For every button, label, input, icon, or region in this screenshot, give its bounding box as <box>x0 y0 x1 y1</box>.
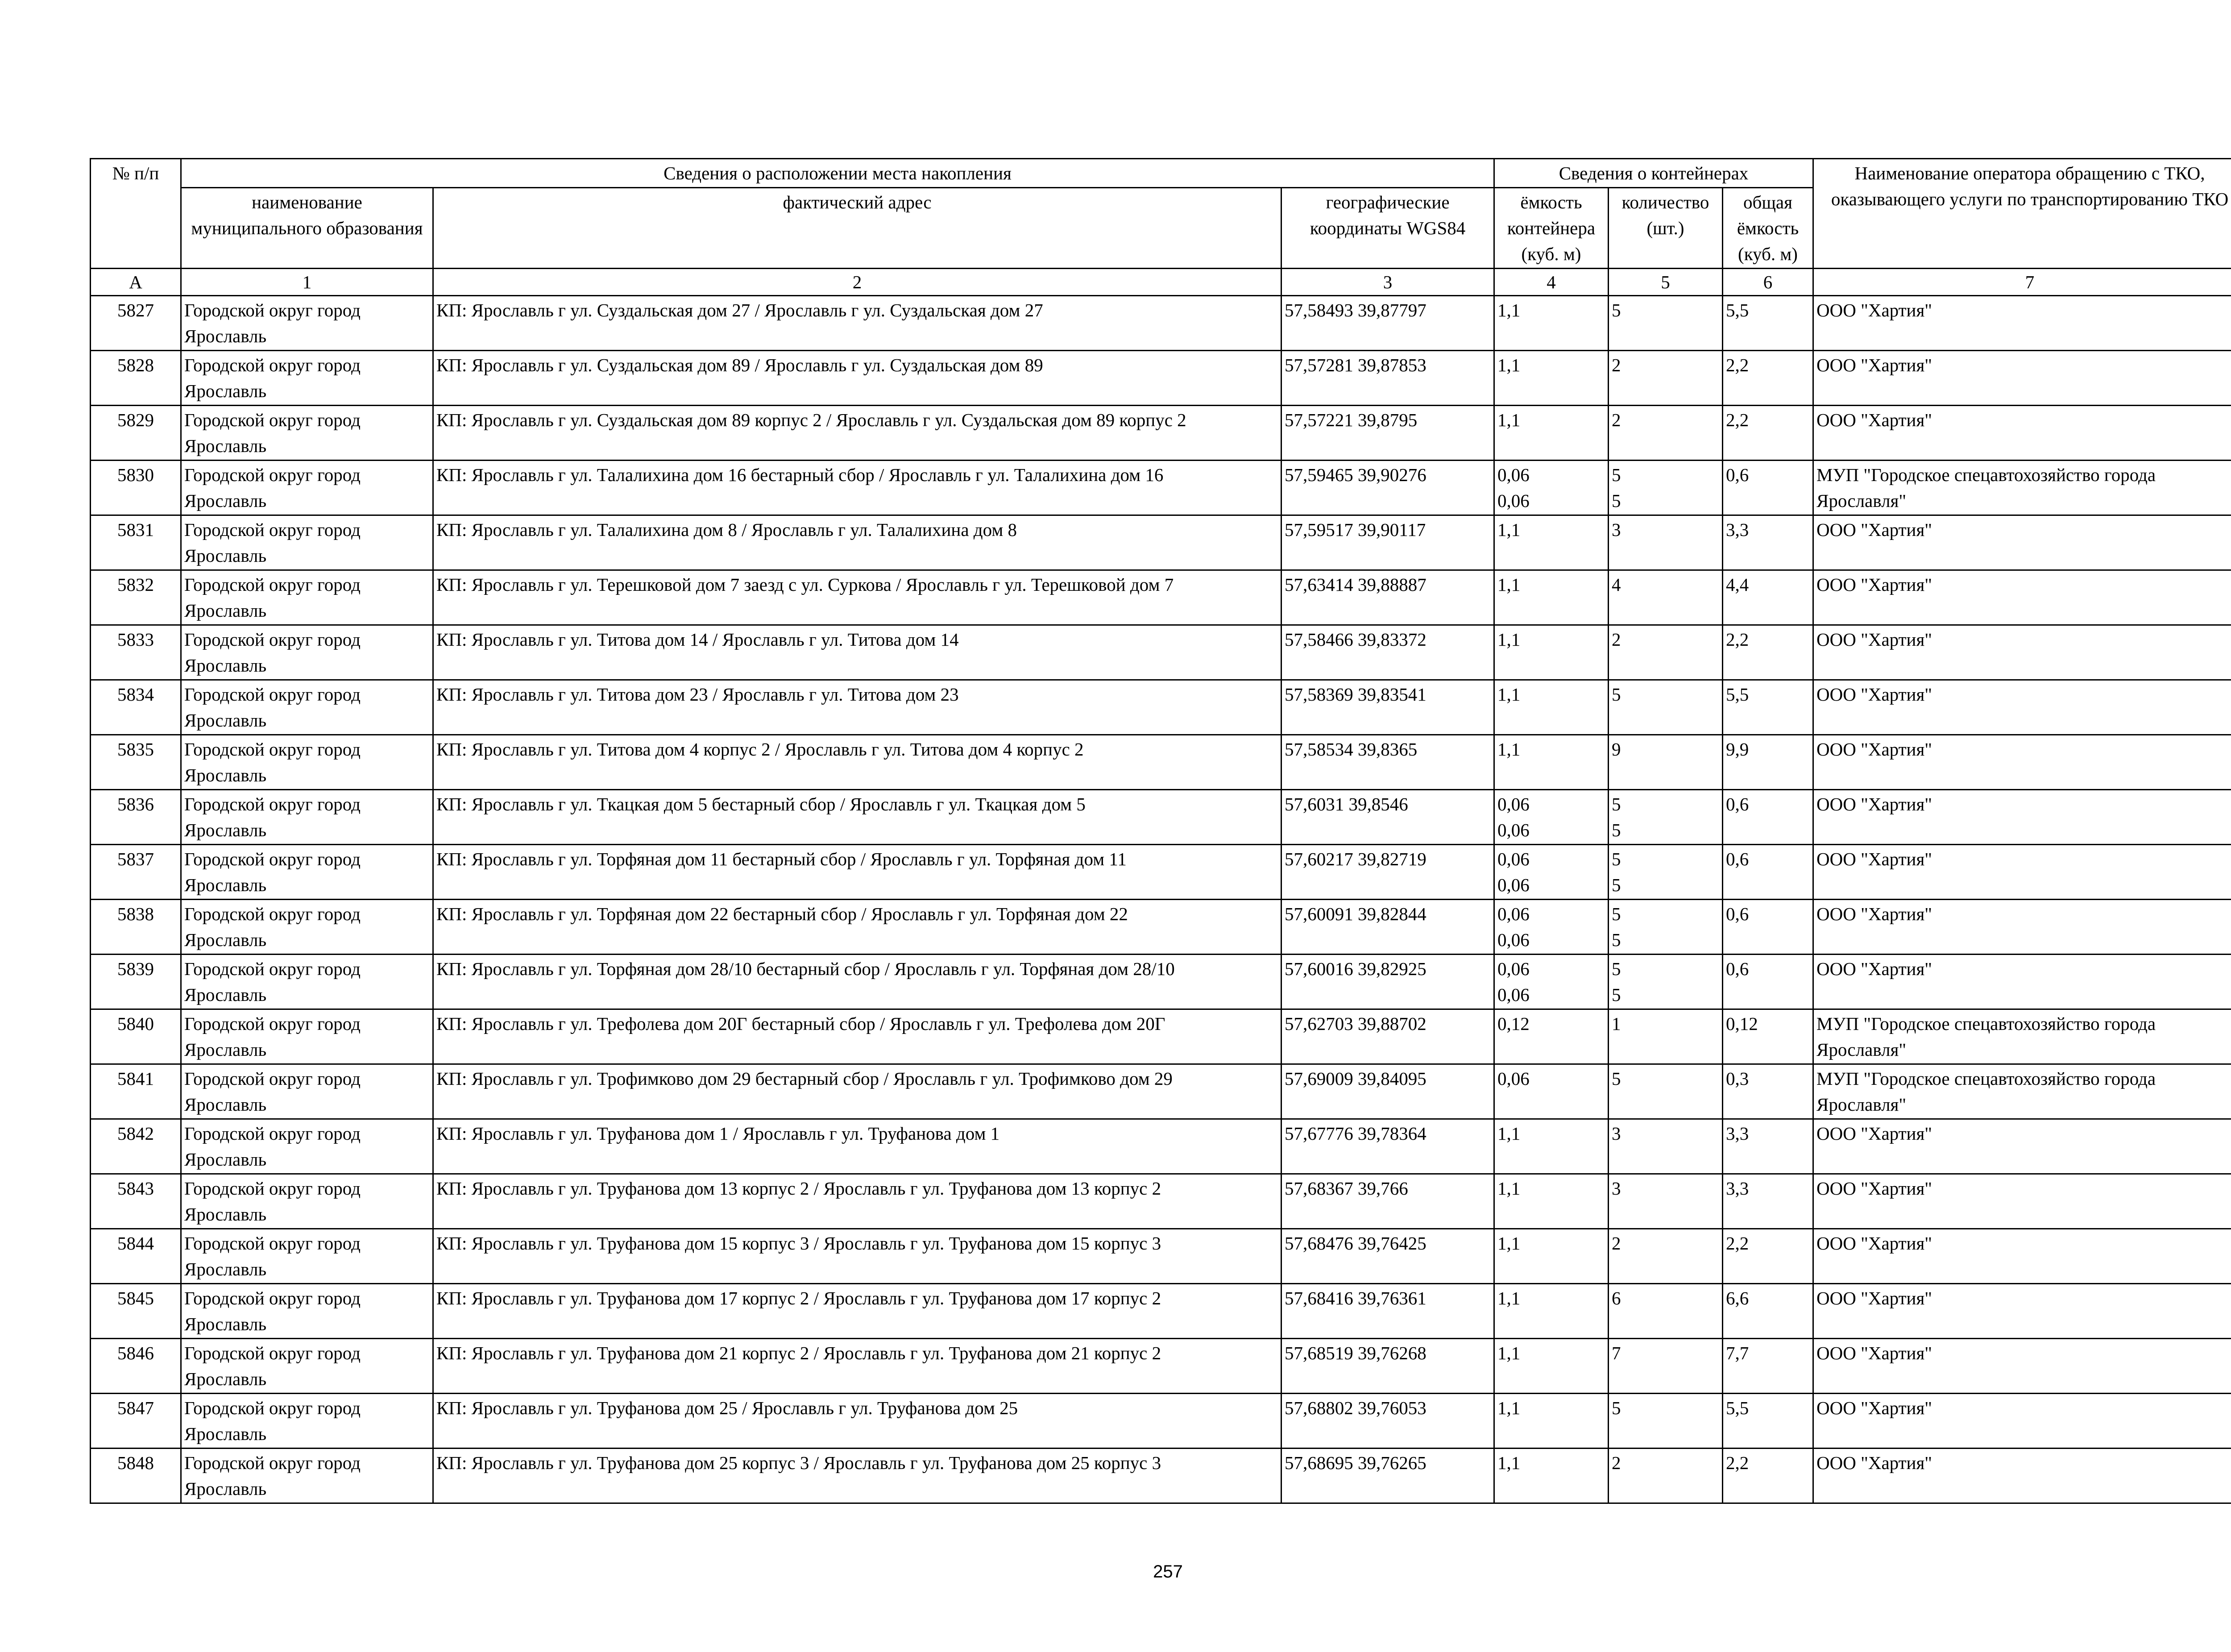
cell-address: КП: Ярославль г ул. Труфанова дом 17 корпус 2 / Ярославль г ул. Труфанова дом 17 корпус 2 <box>433 1284 1281 1339</box>
header-total: общая ёмкость (куб. м) <box>1723 188 1813 269</box>
header-municipality: наименование муниципального образования <box>181 188 433 269</box>
cell-coordinates: 57,68367 39,766 <box>1281 1174 1494 1229</box>
cell-municipality: Городской округ город Ярославль <box>181 461 433 515</box>
cell-operator: ООО "Хартия" <box>1813 790 2231 845</box>
cell-operator: ООО "Хартия" <box>1813 955 2231 1009</box>
cell-municipality: Городской округ город Ярославль <box>181 1064 433 1119</box>
cell-container-count: 5 <box>1609 1394 1723 1449</box>
cell-address: КП: Ярославль г ул. Суздальская дом 27 / Ярославль г ул. Суздальская дом 27 <box>433 296 1281 351</box>
cell-total-capacity: 5,5 <box>1723 296 1813 351</box>
cell-municipality: Городской округ город Ярославль <box>181 1229 433 1284</box>
cell-container-count-line: 5 <box>1612 794 1621 814</box>
cell-total-capacity: 2,2 <box>1723 1449 1813 1503</box>
cell-container-capacity: 1,1 <box>1494 570 1609 625</box>
cell-row-number: 5830 <box>91 461 181 515</box>
cell-coordinates: 57,58534 39,8365 <box>1281 735 1494 790</box>
cell-row-number: 5845 <box>91 1284 181 1339</box>
table-row <box>91 1284 2231 1339</box>
cell-container-capacity: 1,1 <box>1494 1174 1609 1229</box>
cell-container-capacity: 1,1 <box>1494 680 1609 735</box>
cell-total-capacity: 3,3 <box>1723 515 1813 570</box>
cell-total-capacity: 2,2 <box>1723 625 1813 680</box>
cell-row-number: 5842 <box>91 1119 181 1174</box>
cell-operator: ООО "Хартия" <box>1813 570 2231 625</box>
table-row <box>91 1119 2231 1174</box>
cell-row-number: 5833 <box>91 625 181 680</box>
cell-address: КП: Ярославль г ул. Труфанова дом 1 / Ярославль г ул. Труфанова дом 1 <box>433 1119 1281 1174</box>
cell-total-capacity: 0,6 <box>1723 955 1813 1009</box>
cell-container-capacity-line: 0,06 <box>1497 930 1530 950</box>
cell-municipality: Городской округ город Ярославль <box>181 1394 433 1449</box>
cell-address: КП: Ярославль г ул. Торфяная дом 22 бестарный сбор / Ярославль г ул. Торфяная дом 22 <box>433 900 1281 955</box>
cell-total-capacity: 0,3 <box>1723 1064 1813 1119</box>
cell-coordinates: 57,59465 39,90276 <box>1281 461 1494 515</box>
cell-operator: ООО "Хартия" <box>1813 900 2231 955</box>
cell-container-count-line: 5 <box>1612 984 1621 1005</box>
cell-address: КП: Ярославль г ул. Труфанова дом 21 корпус 2 / Ярославль г ул. Труфанова дом 21 корпус 2 <box>433 1339 1281 1394</box>
table-row <box>91 790 2231 845</box>
cell-container-count: 7 <box>1609 1339 1723 1394</box>
cell-container-count-line: 5 <box>1612 904 1621 924</box>
cell-operator: ООО "Хартия" <box>1813 1229 2231 1284</box>
cell-container-capacity-line: 0,06 <box>1497 490 1530 511</box>
cell-container-capacity: 1,1 <box>1494 1284 1609 1339</box>
cell-operator: ООО "Хартия" <box>1813 1339 2231 1394</box>
cell-row-number: 5836 <box>91 790 181 845</box>
cell-operator: ООО "Хартия" <box>1813 845 2231 900</box>
cell-total-capacity: 6,6 <box>1723 1284 1813 1339</box>
cell-total-capacity: 0,6 <box>1723 461 1813 515</box>
table-row <box>91 625 2231 680</box>
cell-municipality: Городской округ город Ярославль <box>181 1174 433 1229</box>
cell-municipality: Городской округ город Ярославль <box>181 955 433 1009</box>
header-count: количество (шт.) <box>1609 188 1723 269</box>
header-group-containers: Сведения о контейнерах <box>1494 159 1813 188</box>
cell-address: КП: Ярославль г ул. Ткацкая дом 5 бестарный сбор / Ярославль г ул. Ткацкая дом 5 <box>433 790 1281 845</box>
cell-total-capacity: 5,5 <box>1723 1394 1813 1449</box>
cell-address: КП: Ярославль г ул. Талалихина дом 16 бестарный сбор / Ярославль г ул. Талалихина дом 16 <box>433 461 1281 515</box>
index-cell: 3 <box>1281 269 1494 296</box>
table-row <box>91 680 2231 735</box>
cell-municipality: Городской округ город Ярославль <box>181 351 433 406</box>
cell-operator: МУП "Городское спецавтохозяйство города Ярославля" <box>1813 1064 2231 1119</box>
cell-operator: ООО "Хартия" <box>1813 625 2231 680</box>
cell-total-capacity: 2,2 <box>1723 1229 1813 1284</box>
cell-container-count: 9 <box>1609 735 1723 790</box>
header-capacity: ёмкость контейнера (куб. м) <box>1494 188 1609 269</box>
cell-container-count: 2 <box>1609 406 1723 461</box>
cell-row-number: 5839 <box>91 955 181 1009</box>
cell-coordinates: 57,59517 39,90117 <box>1281 515 1494 570</box>
cell-operator: ООО "Хартия" <box>1813 406 2231 461</box>
cell-container-capacity <box>1494 461 1609 515</box>
cell-operator: ООО "Хартия" <box>1813 296 2231 351</box>
cell-address: КП: Ярославль г ул. Талалихина дом 8 / Ярославль г ул. Талалихина дом 8 <box>433 515 1281 570</box>
cell-container-count-line: 5 <box>1612 849 1621 869</box>
table-row <box>91 570 2231 625</box>
header-row-groups <box>91 159 2231 188</box>
cell-container-count: 6 <box>1609 1284 1723 1339</box>
table-row <box>91 296 2231 351</box>
cell-container-count-line: 5 <box>1612 930 1621 950</box>
cell-coordinates: 57,68519 39,76268 <box>1281 1339 1494 1394</box>
cell-container-count-line: 5 <box>1612 820 1621 840</box>
cell-row-number: 5847 <box>91 1394 181 1449</box>
cell-address: КП: Ярославль г ул. Трефолева дом 20Г бестарный сбор / Ярославль г ул. Трефолева дом 20Г <box>433 1009 1281 1064</box>
cell-container-capacity: 1,1 <box>1494 1394 1609 1449</box>
cell-operator: ООО "Хартия" <box>1813 735 2231 790</box>
cell-row-number: 5831 <box>91 515 181 570</box>
cell-address: КП: Ярославль г ул. Торфяная дом 28/10 бестарный сбор / Ярославль г ул. Торфяная дом 28/10 <box>433 955 1281 1009</box>
cell-operator: ООО "Хартия" <box>1813 1394 2231 1449</box>
cell-row-number: 5835 <box>91 735 181 790</box>
header-coords: географические координаты WGS84 <box>1281 188 1494 269</box>
cell-row-number: 5828 <box>91 351 181 406</box>
index-cell: 7 <box>1813 269 2231 296</box>
cell-row-number: 5840 <box>91 1009 181 1064</box>
cell-municipality: Городской округ город Ярославль <box>181 1009 433 1064</box>
cell-address: КП: Ярославль г ул. Суздальская дом 89 / Ярославль г ул. Суздальская дом 89 <box>433 351 1281 406</box>
cell-coordinates: 57,60091 39,82844 <box>1281 900 1494 955</box>
cell-total-capacity: 2,2 <box>1723 351 1813 406</box>
cell-container-count: 5 <box>1609 296 1723 351</box>
index-cell: 1 <box>181 269 433 296</box>
cell-container-count: 5 <box>1609 1064 1723 1119</box>
cell-address: КП: Ярославль г ул. Титова дом 23 / Ярославль г ул. Титова дом 23 <box>433 680 1281 735</box>
cell-container-count-line: 5 <box>1612 465 1621 485</box>
cell-address: КП: Ярославль г ул. Титова дом 14 / Ярославль г ул. Титова дом 14 <box>433 625 1281 680</box>
waste-sites-table <box>90 158 2231 1504</box>
index-cell: А <box>91 269 181 296</box>
cell-coordinates: 57,58493 39,87797 <box>1281 296 1494 351</box>
cell-row-number: 5827 <box>91 296 181 351</box>
cell-operator: ООО "Хартия" <box>1813 1119 2231 1174</box>
cell-municipality: Городской округ город Ярославль <box>181 296 433 351</box>
cell-municipality: Городской округ город Ярославль <box>181 570 433 625</box>
cell-container-capacity: 1,1 <box>1494 625 1609 680</box>
cell-address: КП: Ярославль г ул. Труфанова дом 13 корпус 2 / Ярославль г ул. Труфанова дом 13 корпус 2 <box>433 1174 1281 1229</box>
cell-municipality: Городской округ город Ярославль <box>181 1284 433 1339</box>
cell-container-capacity: 1,1 <box>1494 1229 1609 1284</box>
cell-container-capacity <box>1494 790 1609 845</box>
cell-container-capacity: 1,1 <box>1494 406 1609 461</box>
cell-coordinates: 57,60016 39,82925 <box>1281 955 1494 1009</box>
cell-row-number: 5832 <box>91 570 181 625</box>
cell-operator: ООО "Хартия" <box>1813 515 2231 570</box>
cell-coordinates: 57,69009 39,84095 <box>1281 1064 1494 1119</box>
cell-container-capacity: 1,1 <box>1494 1339 1609 1394</box>
cell-municipality: Городской округ город Ярославль <box>181 735 433 790</box>
cell-address: КП: Ярославль г ул. Суздальская дом 89 корпус 2 / Ярославль г ул. Суздальская дом 89 корпус 2 <box>433 406 1281 461</box>
table-row <box>91 1174 2231 1229</box>
cell-municipality: Городской округ город Ярославль <box>181 1449 433 1503</box>
cell-container-count: 5 <box>1609 680 1723 735</box>
cell-coordinates: 57,57221 39,8795 <box>1281 406 1494 461</box>
cell-coordinates: 57,58369 39,83541 <box>1281 680 1494 735</box>
index-cell: 4 <box>1494 269 1609 296</box>
cell-address: КП: Ярославль г ул. Труфанова дом 25 корпус 3 / Ярославль г ул. Труфанова дом 25 корпус 3 <box>433 1449 1281 1503</box>
table-row <box>91 1449 2231 1503</box>
cell-container-capacity-line: 0,06 <box>1497 875 1530 895</box>
cell-total-capacity: 0,6 <box>1723 790 1813 845</box>
cell-container-count-line: 5 <box>1612 959 1621 979</box>
cell-container-capacity: 1,1 <box>1494 515 1609 570</box>
cell-coordinates: 57,68802 39,76053 <box>1281 1394 1494 1449</box>
cell-container-capacity-line: 0,06 <box>1497 904 1530 924</box>
table-row <box>91 1394 2231 1449</box>
cell-address: КП: Ярославль г ул. Труфанова дом 15 корпус 3 / Ярославль г ул. Труфанова дом 15 корпус 3 <box>433 1229 1281 1284</box>
header-operator: Наименование оператора обращению с ТКО, оказывающего услуги по транспортированию ТКО <box>1813 159 2231 269</box>
cell-coordinates: 57,68416 39,76361 <box>1281 1284 1494 1339</box>
cell-total-capacity: 0,6 <box>1723 900 1813 955</box>
cell-container-capacity: 1,1 <box>1494 735 1609 790</box>
cell-row-number: 5846 <box>91 1339 181 1394</box>
cell-row-number: 5834 <box>91 680 181 735</box>
cell-address: КП: Ярославль г ул. Торфяная дом 11 бестарный сбор / Ярославль г ул. Торфяная дом 11 <box>433 845 1281 900</box>
cell-container-count-line: 5 <box>1612 875 1621 895</box>
cell-container-count-line: 5 <box>1612 490 1621 511</box>
cell-container-capacity: 1,1 <box>1494 296 1609 351</box>
table-row <box>91 406 2231 461</box>
cell-address: КП: Ярославль г ул. Труфанова дом 25 / Ярославль г ул. Труфанова дом 25 <box>433 1394 1281 1449</box>
cell-container-count: 2 <box>1609 625 1723 680</box>
table-row <box>91 461 2231 515</box>
cell-coordinates: 57,68695 39,76265 <box>1281 1449 1494 1503</box>
cell-container-count <box>1609 955 1723 1009</box>
cell-coordinates: 57,60217 39,82719 <box>1281 845 1494 900</box>
cell-coordinates: 57,62703 39,88702 <box>1281 1009 1494 1064</box>
cell-total-capacity: 3,3 <box>1723 1174 1813 1229</box>
cell-container-capacity: 1,1 <box>1494 1449 1609 1503</box>
cell-container-capacity: 0,12 <box>1494 1009 1609 1064</box>
cell-municipality: Городской округ город Ярославль <box>181 845 433 900</box>
cell-container-capacity-line: 0,06 <box>1497 465 1530 485</box>
cell-address: КП: Ярославль г ул. Трофимково дом 29 бестарный сбор / Ярославль г ул. Трофимково дом 29 <box>433 1064 1281 1119</box>
table-row <box>91 1009 2231 1064</box>
cell-container-capacity-line: 0,06 <box>1497 794 1530 814</box>
cell-container-capacity-line: 0,06 <box>1497 984 1530 1005</box>
cell-container-count: 2 <box>1609 1449 1723 1503</box>
cell-container-capacity <box>1494 845 1609 900</box>
table-row <box>91 900 2231 955</box>
cell-container-capacity-line: 0,06 <box>1497 959 1530 979</box>
cell-municipality: Городской округ город Ярославль <box>181 406 433 461</box>
cell-container-count: 2 <box>1609 1229 1723 1284</box>
cell-municipality: Городской округ город Ярославль <box>181 680 433 735</box>
cell-row-number: 5844 <box>91 1229 181 1284</box>
cell-total-capacity: 0,12 <box>1723 1009 1813 1064</box>
cell-total-capacity: 0,6 <box>1723 845 1813 900</box>
cell-operator: ООО "Хартия" <box>1813 1284 2231 1339</box>
cell-container-count <box>1609 461 1723 515</box>
cell-container-count: 2 <box>1609 351 1723 406</box>
cell-total-capacity: 4,4 <box>1723 570 1813 625</box>
cell-address: КП: Ярославль г ул. Терешковой дом 7 заезд с ул. Суркова / Ярославль г ул. Терешковой дом 7 <box>433 570 1281 625</box>
cell-container-count <box>1609 790 1723 845</box>
page-number: 257 <box>1153 1562 1183 1581</box>
cell-coordinates: 57,57281 39,87853 <box>1281 351 1494 406</box>
table-row <box>91 735 2231 790</box>
cell-operator: МУП "Городское спецавтохозяйство города Ярославля" <box>1813 1009 2231 1064</box>
header-col-num: № п/п <box>91 159 181 269</box>
cell-container-count <box>1609 900 1723 955</box>
cell-container-capacity: 1,1 <box>1494 351 1609 406</box>
cell-container-capacity-line: 0,06 <box>1497 849 1530 869</box>
cell-operator: МУП "Городское спецавтохозяйство города Ярославля" <box>1813 461 2231 515</box>
index-cell: 6 <box>1723 269 1813 296</box>
header-group-location: Сведения о расположении места накопления <box>181 159 1494 188</box>
cell-coordinates: 57,58466 39,83372 <box>1281 625 1494 680</box>
cell-row-number: 5843 <box>91 1174 181 1229</box>
cell-row-number: 5848 <box>91 1449 181 1503</box>
cell-address: КП: Ярославль г ул. Титова дом 4 корпус 2 / Ярославль г ул. Титова дом 4 корпус 2 <box>433 735 1281 790</box>
cell-total-capacity: 9,9 <box>1723 735 1813 790</box>
table-row <box>91 515 2231 570</box>
cell-total-capacity: 2,2 <box>1723 406 1813 461</box>
cell-row-number: 5841 <box>91 1064 181 1119</box>
table-row <box>91 351 2231 406</box>
cell-container-count <box>1609 845 1723 900</box>
cell-municipality: Городской округ город Ярославль <box>181 790 433 845</box>
cell-operator: ООО "Хартия" <box>1813 351 2231 406</box>
cell-municipality: Городской округ город Ярославль <box>181 1119 433 1174</box>
index-cell: 2 <box>433 269 1281 296</box>
header-address: фактический адрес <box>433 188 1281 269</box>
cell-container-count: 1 <box>1609 1009 1723 1064</box>
cell-row-number: 5829 <box>91 406 181 461</box>
cell-total-capacity: 3,3 <box>1723 1119 1813 1174</box>
cell-total-capacity: 5,5 <box>1723 680 1813 735</box>
cell-container-capacity <box>1494 955 1609 1009</box>
table-row <box>91 845 2231 900</box>
cell-row-number: 5837 <box>91 845 181 900</box>
cell-container-count: 3 <box>1609 1119 1723 1174</box>
cell-container-capacity-line: 0,06 <box>1497 820 1530 840</box>
cell-container-capacity: 0,06 <box>1494 1064 1609 1119</box>
cell-municipality: Городской округ город Ярославль <box>181 625 433 680</box>
cell-container-capacity <box>1494 900 1609 955</box>
cell-operator: ООО "Хартия" <box>1813 1174 2231 1229</box>
cell-municipality: Городской округ город Ярославль <box>181 900 433 955</box>
table-row <box>91 1229 2231 1284</box>
table-row <box>91 1064 2231 1119</box>
cell-operator: ООО "Хартия" <box>1813 680 2231 735</box>
index-cell: 5 <box>1609 269 1723 296</box>
cell-row-number: 5838 <box>91 900 181 955</box>
cell-container-count: 3 <box>1609 515 1723 570</box>
cell-municipality: Городской округ город Ярославль <box>181 1339 433 1394</box>
cell-coordinates: 57,68476 39,76425 <box>1281 1229 1494 1284</box>
table-row <box>91 955 2231 1009</box>
cell-operator: ООО "Хартия" <box>1813 1449 2231 1503</box>
table-row <box>91 1339 2231 1394</box>
cell-container-capacity: 1,1 <box>1494 1119 1609 1174</box>
cell-coordinates: 57,67776 39,78364 <box>1281 1119 1494 1174</box>
header-row-index <box>91 269 2231 296</box>
cell-coordinates: 57,63414 39,88887 <box>1281 570 1494 625</box>
cell-container-count: 3 <box>1609 1174 1723 1229</box>
cell-coordinates: 57,6031 39,8546 <box>1281 790 1494 845</box>
cell-municipality: Городской округ город Ярославль <box>181 515 433 570</box>
cell-container-count: 4 <box>1609 570 1723 625</box>
cell-total-capacity: 7,7 <box>1723 1339 1813 1394</box>
